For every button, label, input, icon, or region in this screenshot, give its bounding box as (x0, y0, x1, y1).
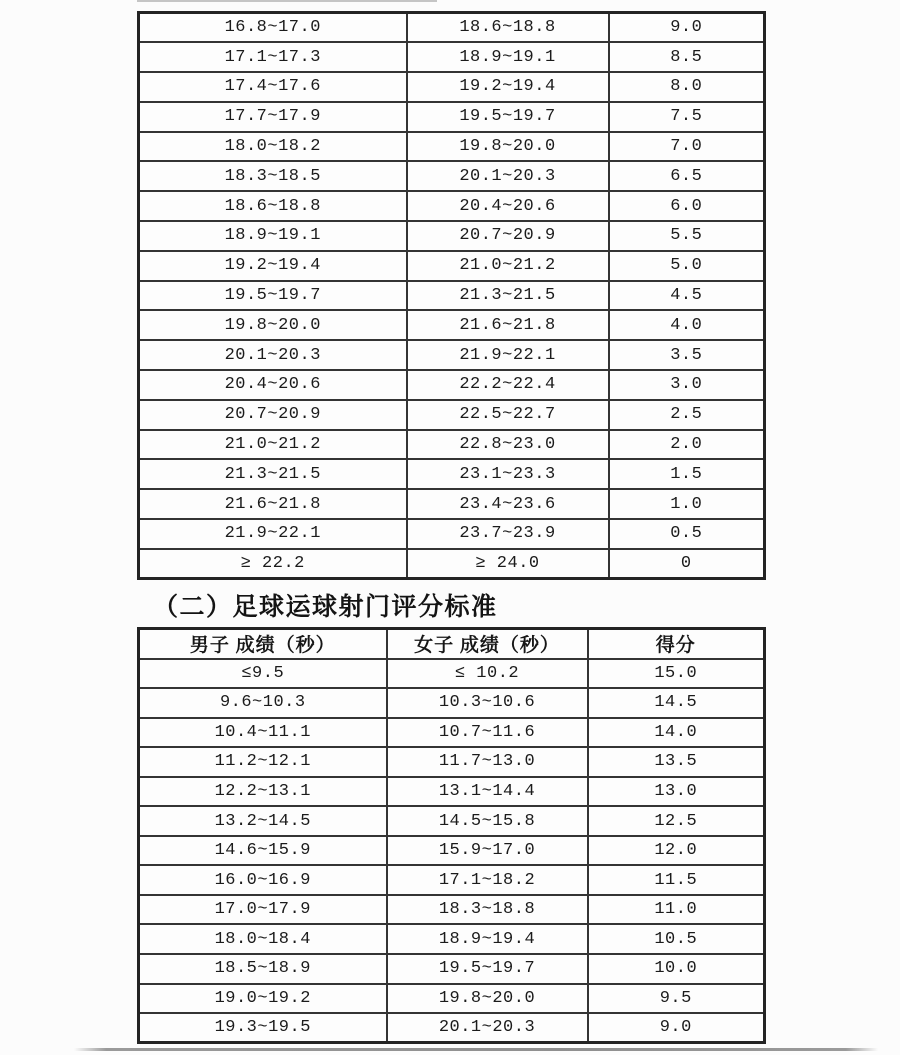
football-dribble-shot-scoring-table (137, 627, 766, 1044)
table-cell: 8.0 (609, 72, 765, 102)
table-cell: 11.7~13.0 (387, 747, 588, 777)
table-cell: 10.3~10.6 (387, 688, 588, 718)
table-cell: 20.7~20.9 (407, 221, 609, 251)
table-cell: 13.2~14.5 (139, 806, 387, 836)
table-cell: 20.4~20.6 (139, 370, 407, 400)
table-cell: 9.5 (588, 984, 765, 1014)
table-cell: 3.5 (609, 340, 765, 370)
table-cell: 10.0 (588, 954, 765, 984)
table-row (139, 310, 765, 340)
table-cell: 1.5 (609, 459, 765, 489)
table-cell: 17.0~17.9 (139, 895, 387, 925)
table-cell: 14.5~15.8 (387, 806, 588, 836)
table-cell: 22.5~22.7 (407, 400, 609, 430)
table-cell: 23.4~23.6 (407, 489, 609, 519)
table-cell: 18.6~18.8 (407, 13, 609, 43)
table-row (139, 747, 765, 777)
table-cell: 19.8~20.0 (387, 984, 588, 1014)
table-cell: 16.0~16.9 (139, 865, 387, 895)
table-cell: 14.5 (588, 688, 765, 718)
table-cell: 4.0 (609, 310, 765, 340)
table-cell: 17.1~18.2 (387, 865, 588, 895)
table-cell: 22.8~23.0 (407, 430, 609, 460)
table-row (139, 221, 765, 251)
table-cell: 3.0 (609, 370, 765, 400)
table-row (139, 459, 765, 489)
table-row (139, 370, 765, 400)
table-cell: 19.5~19.7 (139, 281, 407, 311)
table-cell: 6.5 (609, 161, 765, 191)
table-cell: 10.4~11.1 (139, 718, 387, 748)
table-cell: 18.3~18.8 (387, 895, 588, 925)
table-cell: 12.5 (588, 806, 765, 836)
table-cell: 0 (609, 549, 765, 579)
table-cell: 9.0 (609, 13, 765, 43)
table-cell: 15.9~17.0 (387, 836, 588, 866)
table-row (139, 281, 765, 311)
table-row (139, 191, 765, 221)
table-cell: 14.0 (588, 718, 765, 748)
table-cell: 21.0~21.2 (407, 251, 609, 281)
table-cell: 18.9~19.1 (139, 221, 407, 251)
table-row (139, 489, 765, 519)
table-cell: 1.0 (609, 489, 765, 519)
table-row (139, 340, 765, 370)
table-cell: 19.2~19.4 (139, 251, 407, 281)
table-cell: 21.9~22.1 (139, 519, 407, 549)
table-cell: 0.5 (609, 519, 765, 549)
table-cell: 14.6~15.9 (139, 836, 387, 866)
table-cell: 10.5 (588, 924, 765, 954)
table-cell: 7.0 (609, 132, 765, 162)
table-cell: 20.1~20.3 (139, 340, 407, 370)
page-bottom-scan-shadow-line (74, 1048, 878, 1051)
football-table-body (139, 659, 765, 1043)
table-row (139, 836, 765, 866)
table-row (139, 161, 765, 191)
table-cell: 21.6~21.8 (139, 489, 407, 519)
scoring-table-continued (137, 11, 766, 580)
table-cell: 18.0~18.2 (139, 132, 407, 162)
table-row (139, 251, 765, 281)
football-table-header (139, 629, 765, 659)
table-row (139, 718, 765, 748)
table-cell: 20.1~20.3 (407, 161, 609, 191)
table-cell: 11.2~12.1 (139, 747, 387, 777)
table-cell: 19.3~19.5 (139, 1013, 387, 1043)
table-cell: 11.5 (588, 865, 765, 895)
table-cell: 20.7~20.9 (139, 400, 407, 430)
col-header-score: 得分 (588, 629, 765, 659)
table-cell: ≤ 10.2 (387, 659, 588, 689)
table-row (139, 519, 765, 549)
table-cell: 21.6~21.8 (407, 310, 609, 340)
table-cell: 8.5 (609, 42, 765, 72)
table-cell: 17.1~17.3 (139, 42, 407, 72)
table-cell: 7.5 (609, 102, 765, 132)
table-cell: 19.5~19.7 (387, 954, 588, 984)
table-cell: 18.5~18.9 (139, 954, 387, 984)
table-cell: 4.5 (609, 281, 765, 311)
table-cell: 21.0~21.2 (139, 430, 407, 460)
table-cell: 5.5 (609, 221, 765, 251)
table-row (139, 806, 765, 836)
table-row (139, 13, 765, 43)
header-row (139, 629, 765, 659)
table-cell: 21.3~21.5 (407, 281, 609, 311)
table-cell: 13.5 (588, 747, 765, 777)
table-row (139, 72, 765, 102)
table-cell: 23.7~23.9 (407, 519, 609, 549)
table-cell: 13.0 (588, 777, 765, 807)
table-cell: ≥ 22.2 (139, 549, 407, 579)
table-cell: 15.0 (588, 659, 765, 689)
table-cell: 18.6~18.8 (139, 191, 407, 221)
table-cell: 21.3~21.5 (139, 459, 407, 489)
table-cell: 12.0 (588, 836, 765, 866)
table-cell: 11.0 (588, 895, 765, 925)
table-row (139, 688, 765, 718)
table-cell: 9.0 (588, 1013, 765, 1043)
table-cell: ≤9.5 (139, 659, 387, 689)
table-cell: 18.3~18.5 (139, 161, 407, 191)
table-row (139, 549, 765, 579)
table-row (139, 102, 765, 132)
table-cell: 13.1~14.4 (387, 777, 588, 807)
table-row (139, 865, 765, 895)
table-cell: 6.0 (609, 191, 765, 221)
table-row (139, 659, 765, 689)
table-row (139, 132, 765, 162)
table-cell: 19.8~20.0 (407, 132, 609, 162)
table-row (139, 777, 765, 807)
col-header-men-result-seconds: 男子 成绩（秒） (139, 629, 387, 659)
table-cell: 2.0 (609, 430, 765, 460)
table-row (139, 895, 765, 925)
table-cell: 17.4~17.6 (139, 72, 407, 102)
table-cell: 9.6~10.3 (139, 688, 387, 718)
table-cell: 5.0 (609, 251, 765, 281)
table-cell: 18.9~19.1 (407, 42, 609, 72)
table-row (139, 400, 765, 430)
table-cell: 19.8~20.0 (139, 310, 407, 340)
table-cell: 22.2~22.4 (407, 370, 609, 400)
table-row (139, 984, 765, 1014)
table-row (139, 954, 765, 984)
table-row (139, 42, 765, 72)
table-cell: 23.1~23.3 (407, 459, 609, 489)
table-cell: 19.2~19.4 (407, 72, 609, 102)
table-cell: 17.7~17.9 (139, 102, 407, 132)
scoring-table-continued-body (139, 13, 765, 579)
table-row (139, 430, 765, 460)
table-cell: 20.4~20.6 (407, 191, 609, 221)
table-row (139, 924, 765, 954)
table-cell: 12.2~13.1 (139, 777, 387, 807)
table-cell: 18.9~19.4 (387, 924, 588, 954)
table-cell: 10.7~11.6 (387, 718, 588, 748)
table-cell: 2.5 (609, 400, 765, 430)
table-cell: 19.0~19.2 (139, 984, 387, 1014)
table-cell: 18.0~18.4 (139, 924, 387, 954)
table-cell: 16.8~17.0 (139, 13, 407, 43)
col-header-women-result-seconds: 女子 成绩（秒） (387, 629, 588, 659)
table-cell: ≥ 24.0 (407, 549, 609, 579)
table-cell: 20.1~20.3 (387, 1013, 588, 1043)
cropped-previous-row-border-artifact (137, 0, 437, 2)
section-title: （二）足球运球射门评分标准 (153, 594, 498, 621)
table-row (139, 1013, 765, 1043)
table-cell: 19.5~19.7 (407, 102, 609, 132)
table-cell: 21.9~22.1 (407, 340, 609, 370)
